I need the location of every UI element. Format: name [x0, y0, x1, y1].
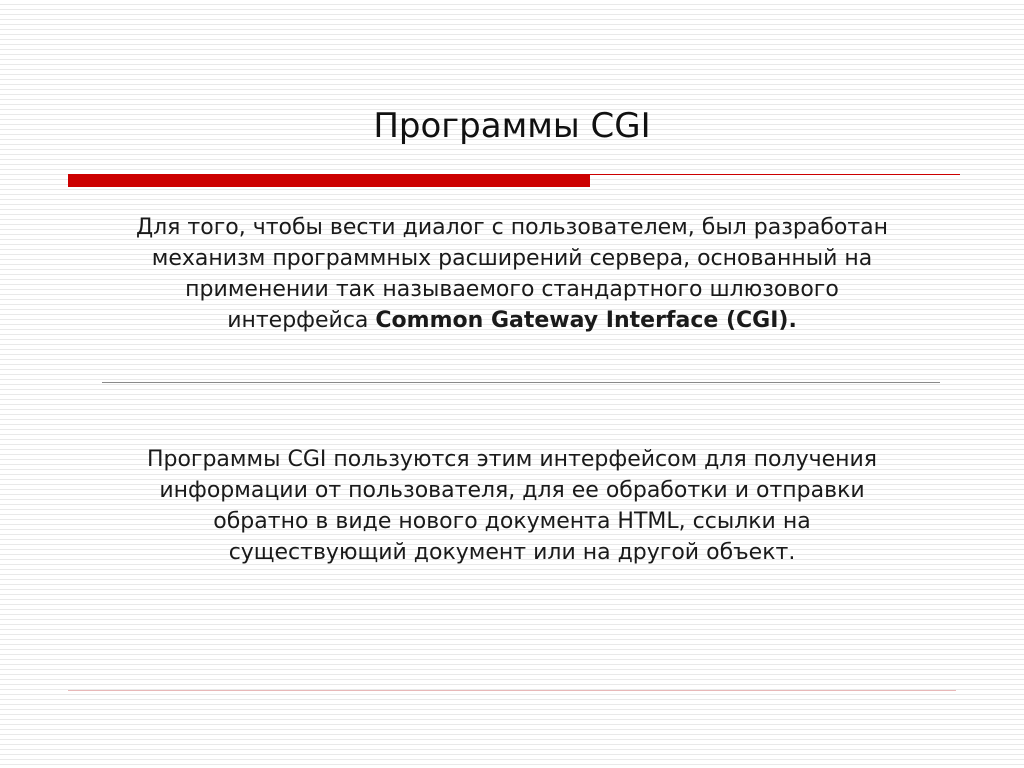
paragraph-line: Для того, чтобы вести диалог с пользователем, был разработан	[135, 215, 889, 240]
paragraph-line: интерфейса	[227, 308, 376, 333]
slide-title: Программы CGI	[373, 106, 651, 146]
paragraph-line: обратно в виде нового документа HTML, ссылки на	[213, 509, 811, 534]
paragraph-line: существующий документ или на другой объект.	[228, 540, 796, 565]
paragraph-line: механизм программных расширений сервера, основанный на	[151, 246, 873, 271]
footer-divider	[68, 690, 956, 691]
accent-red-block	[68, 174, 590, 187]
title-accent-bar	[68, 174, 960, 188]
paragraph-line: Программы CGI пользуются этим интерфейсом для получения	[146, 447, 878, 472]
paragraph-cgi-definition	[60, 212, 964, 336]
paragraph-line: применении так называемого стандартного шлюзового	[185, 277, 839, 302]
paragraph-line: информации от пользователя, для ее обработки и отправки	[159, 478, 865, 503]
section-separator	[102, 382, 940, 383]
paragraph-cgi-usage	[60, 444, 964, 568]
accent-thin-line	[590, 174, 960, 175]
cgi-term-bold: Common Gateway Interface (CGI).	[375, 308, 797, 333]
